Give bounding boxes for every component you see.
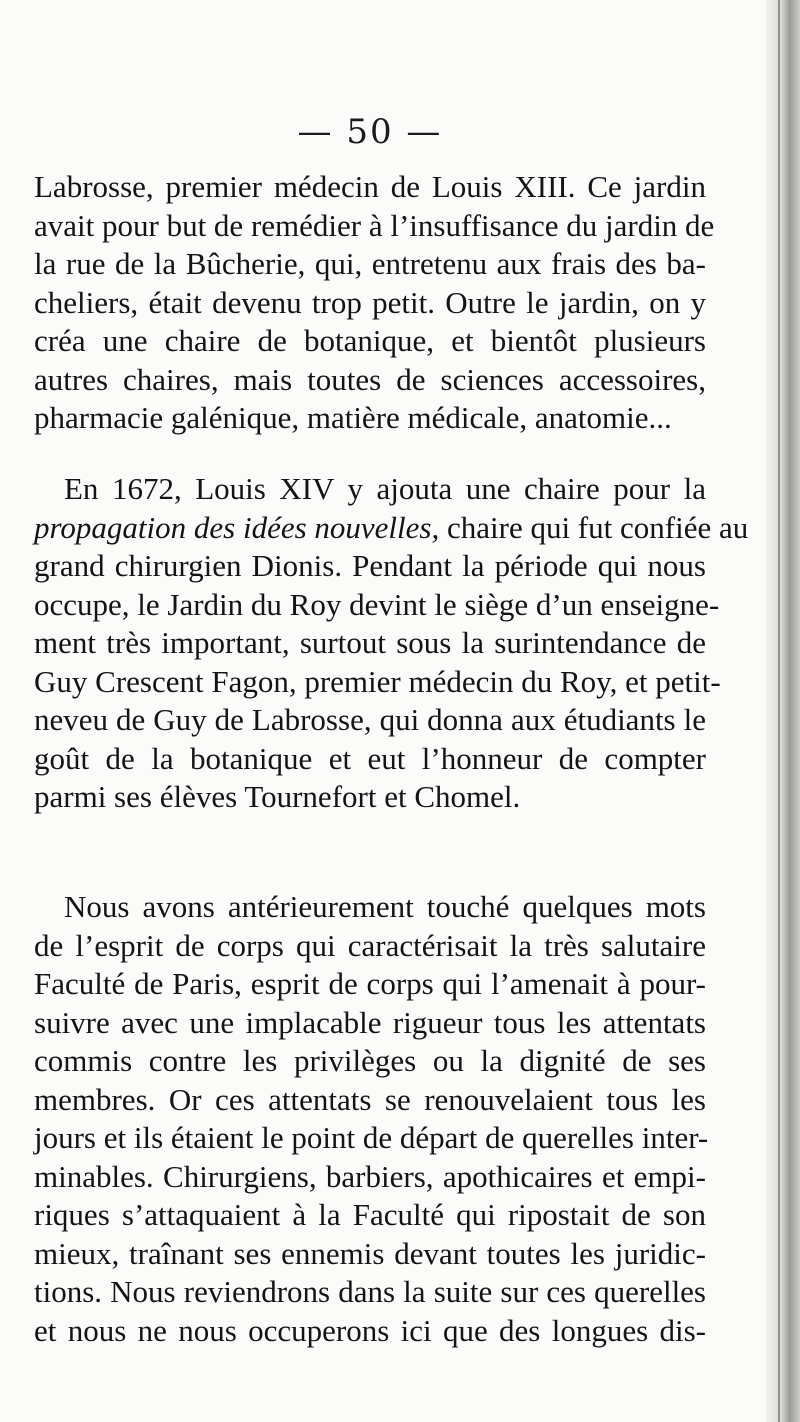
text-line: Guy Crescent Fagon, premier médecin du Roy, et petit- [34,663,721,699]
text-line: Nous avons antérieurement touché quelques mots [64,889,706,924]
text-line: suivre avec une implacable rigueur tous les attentats [34,1004,706,1040]
text-line: ment très important, surtout sous la surintendance de [34,625,706,660]
text-line: tions. Nous reviendrons dans la suite sur ces querelles [34,1274,706,1309]
text-line: mieux, traînant ses ennemis devant toutes les juridic- [34,1235,706,1271]
text-line: la rue de la Bûcherie, qui, entretenu aux frais des ba- [34,246,706,281]
page-number: — 50 — [297,112,443,152]
italic-phrase: propagation des idées nouvelles, [34,509,440,545]
text-line: membres. Or ces attentats se renouvelaient tous les [34,1081,706,1117]
text-line: pharmacie galénique, matière médicale, anatomie... [34,400,672,435]
text-line: et nous ne nous occuperons ici que des longues dis- [34,1312,706,1348]
text-line: autres chaires, mais toutes de sciences accessoires, [34,361,706,397]
text-line: Labrosse, premier médecin de Louis XIII. Ce jardin [34,169,706,204]
text-line: En 1672, Louis XIV y ajouta une chaire pour la [64,471,706,506]
text-line: riques s’attaquaient à la Faculté qui ripostait de son [34,1197,706,1232]
text-line: grand chirurgien Dionis. Pendant la période qui nous [34,548,706,583]
page-edge-line [778,0,780,1422]
text-line: occupe, le Jardin du Roy devint le siège d’un enseigne- [34,586,720,622]
text-line: goût de la botanique et eut l’honneur de compter [34,740,706,776]
text-line: créa une chaire de botanique, et bientôt plusieurs [34,323,706,358]
text-line: commis contre les privilèges ou la dignité de ses [34,1043,706,1078]
text-line: de l’esprit de corps qui caractérisait la très salutaire [34,927,706,963]
text-line: neveu de Guy de Labrosse, qui donna aux étudiants le [34,702,706,737]
text-line-with-italic [34,509,749,548]
text-line: cheliers, était devenu trop petit. Outre le jardin, on y [34,284,706,320]
paragraph-3 [34,888,709,1350]
text-line: avait pour but de remédier à l’insuffisance du jardin de [34,207,715,243]
text-line: jours et ils étaient le point de départ de querelles inter- [34,1120,709,1155]
text-line-rest: chaire qui fut confiée au [446,509,749,545]
page-edge-shadow [766,0,800,1422]
paragraph-2 [34,470,749,817]
text-line: Faculté de Paris, esprit de corps qui l’amenait à pour- [34,966,706,1001]
text-line: minables. Chirurgiens, barbiers, apothicaires et empi- [34,1158,706,1194]
text-line: parmi ses élèves Tournefort et Chomel. [34,779,521,814]
paragraph-1 [34,168,715,438]
